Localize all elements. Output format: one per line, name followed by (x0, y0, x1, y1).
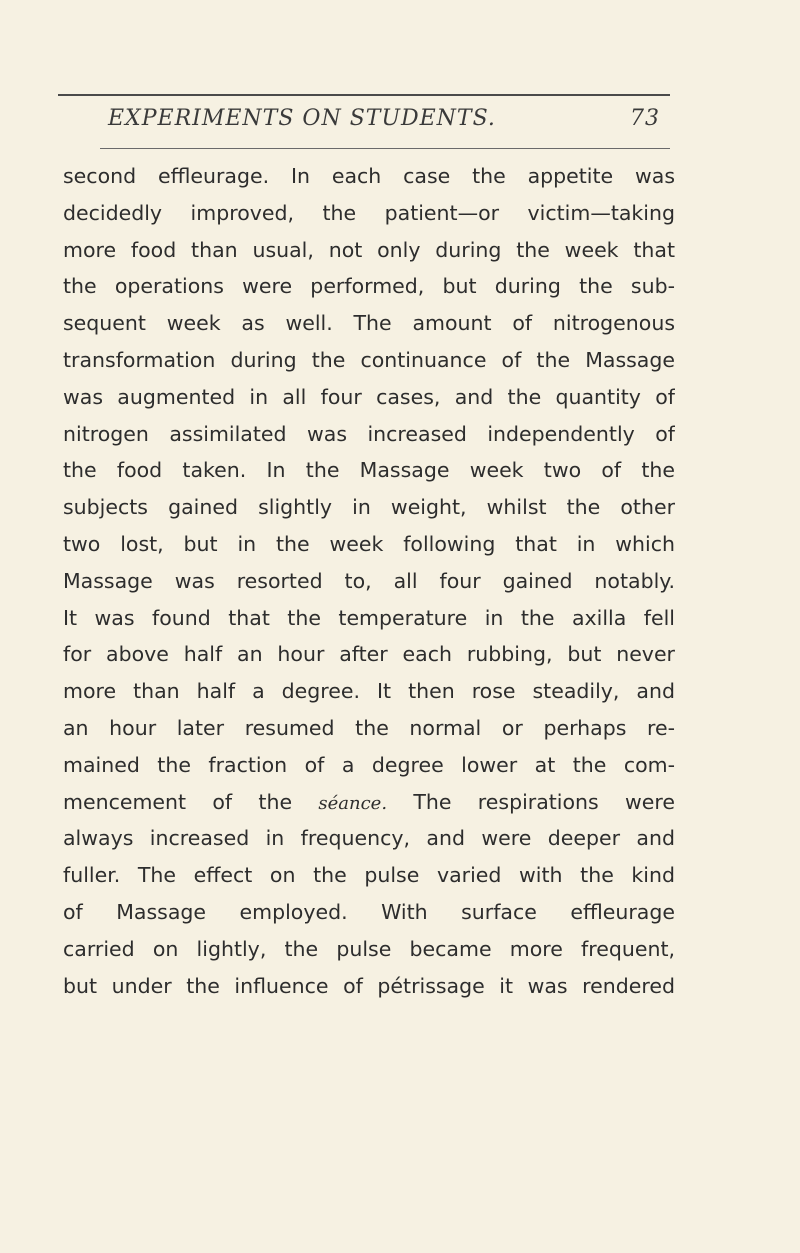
text-line: always increased in frequency, and were deeper and (63, 826, 675, 851)
text-line: subjects gained slightly in weight, whilst the other (63, 495, 675, 520)
text-line: mained the fraction of a degree lower at the com- (63, 752, 675, 777)
text-line: nitrogen assimilated was increased independently of (63, 421, 675, 446)
text-line: decidedly improved, the patient—or victim—taking (63, 200, 675, 225)
text-line: transformation during the continuance of the Massage (63, 347, 675, 372)
text-segment: mencement of the (63, 789, 319, 814)
running-title: EXPERIMENTS ON STUDENTS. (108, 106, 496, 131)
text-line: sequent week as well. The amount of nitrogenous (63, 311, 675, 336)
text-line: more than half a degree. It then rose steadily, and (63, 679, 675, 704)
text-line: more food than usual, not only during the week that (63, 237, 675, 262)
text-segment: The respirations were (387, 789, 675, 814)
text-line: carried on lightly, the pulse became more frequent, (63, 936, 675, 961)
header-rule-bottom (100, 148, 670, 149)
text-line: second effleurage. In each case the appetite was (63, 164, 675, 188)
text-line: Massage was resorted to, all four gained notably. (63, 568, 675, 593)
header-rule-top (58, 94, 670, 96)
text-line: It was found that the temperature in the axilla fell (63, 605, 675, 630)
text-line: the food taken. In the Massage week two of the (63, 458, 675, 483)
body-text (63, 158, 675, 1004)
text-line: was augmented in all four cases, and the quantity of (63, 384, 675, 409)
text-line: an hour later resumed the normal or perhaps re- (63, 715, 675, 740)
italic-term: séance. (318, 792, 388, 814)
text-line: of Massage employed. With surface effleurage (63, 899, 675, 924)
text-line: for above half an hour after each rubbing, but never (63, 642, 675, 667)
page-number: 73 (630, 106, 660, 131)
text-line-seance (63, 784, 675, 821)
running-head (108, 106, 660, 140)
text-line: but under the influence of pétrissage it was rendered (63, 973, 675, 998)
text-line: fuller. The effect on the pulse varied with the kind (63, 863, 675, 888)
text-line: the operations were performed, but during the sub- (63, 274, 675, 299)
text-line: two lost, but in the week following that in which (63, 531, 675, 556)
